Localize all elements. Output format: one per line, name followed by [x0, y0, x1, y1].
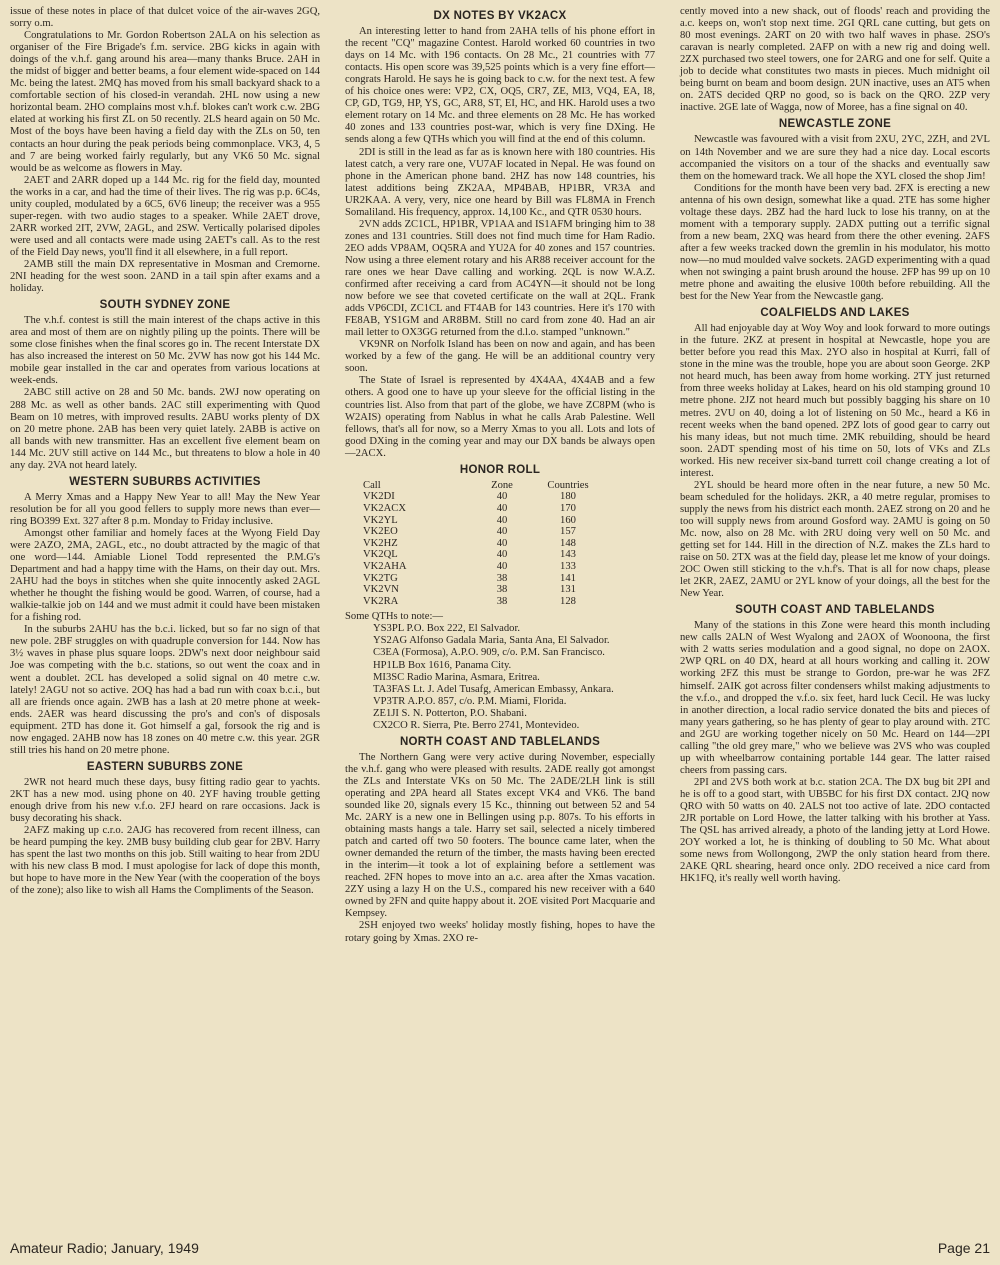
qth-entry: ZE1JI S. N. Potterton, P.O. Shabani. — [373, 707, 527, 719]
cell-zone: 40 — [496, 549, 508, 561]
paragraph: 2ABC still active on 28 and 50 Mc. bands. 2WJ now operating on 288 Mc. as well as other bands. 2AC still experimenting with Quod Beam on 10 metres, with improved results. 2ABU works plenty of DX on 20 metre phone. 2AB has been very quiet lately. 2ABB is active on all bands with new transmitter. Has an excellent five element beam on 144 Mc. 2UV still active on 144 Mc., but threatens to blow a hole in 40 any day. 2VA not heard lately. — [10, 387, 320, 471]
paragraph: Newcastle was favoured with a visit from 2XU, 2YC, 2ZH, and 2VL on 14th November and we are sure they had a nice day. Local escorts accompanied the visitors on a tour of the shacks and eventually saw them on the homeward track. We all hope the XYL closed the shop Jim! — [680, 134, 990, 182]
column-right — [680, 6, 990, 885]
paragraph: All had enjoyable day at Woy Woy and look forward to more outings in the future. 2KZ at present in hospital at Newcastle, hope you are better before you read this Max. 2YO also in hospital at Kurri, fall of stone in the mine was the trouble, hope you are about soon George. 2KP not heard much, has been away from home working. 2TY just returned from three weeks holiday at Lakes, heard on his old stamping ground 10 metre phone. 2JZ not heard much but possibly bagging his share on 10 metres. 2VU on 40, doing a lot of listening on 50 Mc., heard a K6 in recent weeks when the band opened. 2PZ lots of good gear to carry out his many ideas, but not much time. 2MK rebuilding, should be heard soon. 2ADT spending most of his time on 50, lots of VKs and ZLs worked. His new receiver six-band turrett coil change creating a lot of interest. — [680, 323, 990, 479]
table-row — [363, 596, 603, 608]
cell-call: VK2HZ — [363, 537, 398, 549]
paragraph: 2VN adds ZC1CL, HP1BR, VP1AA and IS1AFM bringing him to 38 zones and 131 countries. Still does not find much time for Ham Radio. 2EO adds VP8AM, OQ5RA and YU2A for 40 zones and 157 countries. Now using a three element rotary and his AR88 receiver account for the rare ones we hear Dave calling and working. 2QL is now W.A.Z. confirmed after receiving a card from AC4YN—it should not be long now before we see that coveted certificate on the wall at 2QL. Frank adds VP6CDI, ZC1CL and FT4AB for 143 countries. Here it's 170 with FE8AB, YS1GM and AR8BM. Still no card from zone 40. Had an air mail letter to OX3GG returned from the d.l.o. stamped "unknown." — [345, 218, 655, 339]
table-header-row — [363, 480, 603, 492]
table-row — [363, 515, 603, 527]
qth-entry: C3EA (Formosa), A.P.O. 909, c/o. P.M. San Francisco. — [373, 647, 605, 659]
qth-entry: YS3PL P.O. Box 222, El Salvador. — [373, 623, 521, 635]
cell-countries: 131 — [560, 584, 576, 596]
table-row — [363, 561, 603, 573]
qth-entry: HP1LB Box 1616, Panama City. — [373, 659, 512, 671]
cell-countries: 160 — [560, 514, 576, 526]
paragraph: cently moved into a new shack, out of floods' reach and providing the a.c. keeps on, won't stop next time. 2GI QRL cane cutting, but gets on 80 most evenings. 2ART on 20 with two half waves in phase. 2SO's caravan is nearly completed. 2AFP on with a new rig and doing well. 2ZX purchased two steel towers, one for 2ARG and one for self. Quite a job to decide what constitutes two masts in pieces. Much midnight oil being burnt on beam and boom design. 2UN inactive, uses an AT5 when on. 2ATS decided QRP no good, so is back on the QRO. 2ZP very inactive. 2GE late of Wagga, now of Moree, has a fine signal on 40. — [680, 6, 990, 114]
qth-entry: CX2CO R. Sierra, Pte. Berro 2741, Montevideo. — [373, 719, 580, 731]
cell-countries: 148 — [560, 537, 576, 549]
cell-zone: 40 — [496, 491, 508, 503]
section-heading-south-sydney: SOUTH SYDNEY ZONE — [99, 299, 231, 312]
column-header-call: Call — [363, 479, 381, 491]
qth-intro: Some QTHs to note:— — [345, 611, 443, 623]
cell-zone: 38 — [496, 572, 508, 584]
paragraph: 2WR not heard much these days, busy fitting radio gear to yachts. 2KT has a new mod. using phone on 40. 2YF having trouble getting enough drive from his new v.f.o. 2FJ heard on rare occasions. Jack is busy decorating his shack. — [10, 776, 320, 825]
cell-call: VK2EO — [363, 526, 398, 538]
paragraph: An interesting letter to hand from 2AHA tells of his phone effort in the recent "CQ" magazine Contest. Harold worked 60 countries in two days on 14 Mc. with 196 contacts. On 28 Mc., 21 countries with 77 contacts. His open score was 39,525 points which is a very fine effort—congrats Harold. He says he is going back to c.w. for the next test. A few of his choice ones were: VP2, CX, OQ5, CR7, ZE, MI3, VQ4, EA, I8, CP, GD, TG9, HP, YS, GC, AR8, ST, EI, HC, and HK. Harold uses a two element rotary on 14 Mc. and three elements on 28 Mc. He has worked 40 zones and 133 countries post-war, which is very fine DXing. He sends along a few QTHs which you will find at the end of this column. — [345, 26, 655, 146]
paragraph: VK9NR on Norfolk Island has been on now and again, and has been worked by a few of the gang. He will be an additional country very soon. — [345, 339, 655, 375]
table-row — [363, 584, 603, 596]
cell-call: VK2AHA — [363, 560, 407, 572]
paragraph: 2YL should be heard more often in the near future, a new 50 Mc. beam scheduled for the holidays. 2KR, a 40 metre regular, promises to supply the news from his district each month. 2AEZ strong on 20 and he too will supply news from around Gosford way. 2AMU is going on 50 Mc. now, also on 28 Mc. with 2RU doing very well on 50 Mc. and getting set for 144. Hill in the direction of N.Z. makes the ZLs hard to raise on 50. 2TX was at the field day, please let me know of your doings. 2OC Owen still sticking to the v.h.f's. That is all for now chaps, please let 2KR, 2AEZ, 2AMU or 2YL know of your doings, all the best for the New Year. — [680, 479, 990, 600]
column-middle — [345, 6, 655, 945]
cell-call: VK2VN — [363, 584, 399, 596]
paragraph: Amongst other familiar and homely faces at the Wyong Field Day were 2AZO, 2MA, 2AGL, etc., no doubt attracted by the magic of that one word—144. Amiable Lionel Todd represented the P.M.G's Department and had a happy time with the Hams, on their day out. Mrs. 2AHU had the boys in stitches when she quite innocently asked 2AGL whether he thought the fishing would be good. Warren, of course, had a walkie-talkie job on 144 and we must admit it could have been mistaken for a fishing rod. — [10, 527, 320, 624]
page-footer — [10, 1240, 990, 1258]
cell-call: VK2RA — [363, 595, 399, 607]
section-heading-south-coast: SOUTH COAST AND TABLELANDS — [735, 604, 935, 617]
paragraph: 2AMB still the main DX representative in Mosman and Cremorne. 2NI heading for the west soon. 2AND in a tail spin after exams and a holiday. — [10, 258, 320, 295]
paragraph: 2AFZ making up c.r.o. 2AJG has recovered from recent illness, can be heard pumping the key. 2MB busy building club gear for 2BV. Harry has spent the last two months on this job. Still waiting to hear from 2DU with his new class B mod. I must apologise for lack of dope this month, but hope to have more in the New Year (with the cooperation of the boys of the zone); also like to wish all Hams the Compliments of the Season. — [10, 825, 320, 897]
table-row — [363, 526, 603, 538]
cell-countries: 170 — [560, 502, 576, 514]
section-heading-western-suburbs: WESTERN SUBURBS ACTIVITIES — [69, 475, 261, 488]
qth-entry: YS2AG Alfonso Gadala Maria, Santa Ana, El Salvador. — [373, 635, 610, 647]
table-row — [363, 549, 603, 561]
cell-call: VK2DI — [363, 491, 395, 503]
cell-zone: 40 — [496, 560, 508, 572]
cell-zone: 40 — [496, 537, 508, 549]
cell-call: VK2TG — [363, 572, 398, 584]
cell-call: VK2ACX — [363, 502, 406, 514]
cell-zone: 38 — [496, 595, 508, 607]
paragraph: Many of the stations in this Zone were heard this month including new calls 2ALN of West Wyalong and 2AOX of Woonoona, the first with 2 watts series modulation and a good signal, no dope on 2AOX. 2WP QRL on 40 DX, heard at all hours working and calling it. 2OW working 2FZ this must be strange to Gordon, pre-war he was 2FZ himself. 2AIK got across filter condensers whilst making adjustments to the v.f.o., and dropped the v.f.o. six feet, hard luck Cecil. He was lucky in another direction, a local radio service donated the bits and pieces of many years gathering, so he has plenty of gear to play around with. 2TC and 2GU are working together nicely on 50 Mc. Heard on 144—2PI calling "the old grey mare," who we believe was 2VS who was coupled up with wheelbarrow containing portable 144 gear. The latter raised cheers from passing cars. — [680, 620, 990, 776]
qth-entry: TA3FAS Lt. J. Adel Tusafg, American Embassy, Ankara. — [373, 683, 614, 695]
paragraph: The State of Israel is represented by 4X4AA, 4X4AB and a few others. A good one to have up your sleeve for the official listing in the countries list. Also from that part of the globe, we have ZC8PM (who is W2AIS) operating from Nablus in what he calls Arab Palestine. Well fellows, that's all for now, so a Merry Xmas to you all. Lots and lots of good DXing in the coming year and may our DX bands be always open—2ACX. — [345, 375, 655, 459]
paragraph: The v.h.f. contest is still the main interest of the chaps active in this area and most of them are on nightly piling up the points. There will be some close finishes when the final scores go in. The recent Interstate DX has also increased the interest on 50 Mc. 2VW has now got his 144 Mc. mobile gear installed in the car and operates from various locations at week-ends. — [10, 315, 320, 387]
cell-countries: 128 — [560, 595, 576, 607]
cell-countries: 141 — [560, 572, 576, 584]
cell-zone: 38 — [496, 584, 508, 596]
cell-zone: 40 — [496, 502, 508, 514]
column-left — [10, 6, 320, 897]
paragraph: Conditions for the month have been very bad. 2FX is erecting a new antenna of his own design, somewhat like a quad. 2TE has some higher voltage these days. 2BZ had the hard luck to lose his tranny, on at the moment with a temporary supply. 2ADX putting out a terrific signal from a new beam, 2XQ was heard from there the other evening. 2AFS after a few weeks tracked down the gremlin in his modulator, his motto now—no mud moulded valve sockets. 2AGD experimenting with a quad when not swinging a paint brush around the house. 2FP has 99 up on 10 metre phone and awaiting the elusive 100th before rebuilding. All the best for the New Year from the Newcastle gang. — [680, 182, 990, 303]
cell-countries: 133 — [560, 560, 576, 572]
paragraph: 2SH enjoyed two weeks' holiday mostly fishing, hopes to have the rotary going by Xmas. 2XO re- — [345, 920, 655, 944]
section-heading-dx-notes: DX NOTES BY VK2ACX — [433, 10, 567, 22]
cell-call: VK2QL — [363, 549, 398, 561]
column-header-zone: Zone — [491, 479, 513, 491]
cell-countries: 157 — [560, 526, 576, 538]
cell-countries: 180 — [560, 491, 576, 503]
paragraph: issue of these notes in place of that dulcet voice of the air-waves 2GQ, sorry o.m. — [10, 6, 320, 30]
paragraph: 2AET and 2ARR doped up a 144 Mc. rig for the field day, mounted the works in a car, and had the time of their lives. The rig was p.p. 6C4s, unity coupled, modulated by a 6C5, 6V6 lineup; the receiver was a 955 super-regen. with two audio stages to a speaker. While 2AET drove, 2ARR worked 2IT, 2VW, 2AGL, and 2SW. Vertically polarised dipoles were used and all contacts were made using 2AET's call. As to the rest of the Field Day news, you'll find it all elsewhere, in a full report. — [10, 174, 320, 258]
paragraph: Congratulations to Mr. Gordon Robertson 2ALA on his selection as organiser of the Fire Brigade's f.m. service. 2BG kicks in again with doings of the v.h.f. gang around his area—many thanks Bruce. 2AH in the midst of bigger and better beams, a four element wide-spaced on 144 Mc. being the latest. 2MQ has moved from his small backyard shack to a comfortable section of his closed-in verandah. 2HL now using a new horizontal beam. 2HO complains most v.h.f. blokes can't work c.w. 2BG elated at working his first ZL on 50 recently. 2LS heard again on 50 Mc. Most of the boys have been having a field day with the ZLs on 50, ten contacts an hour during the peak periods being commonplace. VK3, 4, 5 and 7 are being worked fairly regularly, but any VK6 50 Mc. signal would be as welcome as flowers in May. — [10, 30, 320, 174]
page-number: Page 21 — [937, 1240, 990, 1256]
table-row — [363, 538, 603, 550]
cell-countries: 143 — [560, 549, 576, 561]
paragraph: 2PI and 2VS both work at b.c. station 2CA. The DX bug bit 2PI and he is off to a good start, with UB5BC for his first DX contact. 2JQ now QRO with 50 watts on 40. 2ALS not too active of late. 2DO contacted 2JR portable on Lord Howe, the latter talking with his brother at Yass. The QSL has arrived already, a photo of the landing jetty at Lord Howe. 2OY worked a lot, he is thinking of doubling to 50 Mc. What about some news from Wollongong, 2WP the only station heard from there. 2AKE QRL shearing, heard once only. 2DO received a nice card from HK1FQ, it's really well worth having. — [680, 776, 990, 885]
section-heading-eastern-suburbs: EASTERN SUBURBS ZONE — [86, 760, 244, 773]
table-row — [363, 503, 603, 515]
qth-entry: MI3SC Radio Marina, Asmara, Eritrea. — [373, 671, 540, 683]
honor-roll-table — [345, 480, 655, 608]
cell-call: VK2YL — [363, 514, 398, 526]
publication-line: Amateur Radio; January, 1949 — [10, 1240, 199, 1256]
paragraph: 2DI is still in the lead as far as is known here with 180 countries. His latest catch, a very rare one, VU7AF located in Nepal. He was found on phone in the American phone band. 2HZ has now 148 countries, his latest additions being ZK2AA, MP4BAB, HP1BR, VR3A and UR2KAA. A very, very, nice one heard by Bill was FL8MA in French Somaliland. His frequency, approx. 14,100 Kc., and QTR 0530 hours. — [345, 146, 655, 218]
column-header-countries: Countries — [547, 479, 589, 491]
paragraph: A Merry Xmas and a Happy New Year to all! May the New Year resolution be for all you good fellers to supply more news than ever—ring BO399 Ext. 327 after 8 p.m. Monday to Friday inclusive. — [10, 491, 320, 527]
table-row — [363, 573, 603, 585]
section-heading-north-coast: NORTH COAST AND TABLELANDS — [399, 735, 601, 748]
qth-entry: VP3TR A.P.O. 857, c/o. P.M. Miami, Florida. — [373, 695, 567, 707]
table-row — [363, 491, 603, 503]
paragraph: The Northern Gang were very active during November, especially the v.h.f. gang who were pleased with results. 2ADE really got amongst the ZLs and Interstate VKs on 50 Mc. The 2ADE/2LH link is still operating and 2PA heard all States except VK4 and VK6. The band sounded like 20, signals every 15 Kc., thinning out between 52 and 54 Mc. 2ARY is a new one in Bellingen using p.p. 807s. To his efforts in obtaining masts hangs a tale. Harry set sail, selected a nicely timbered patch and carted off two 50 footers. The bounce came later, when the owner demanded the return of the timber, the masts having been erected in the interim—it took a lot of explaining before a settlement was reached. 2FN hopes to move into an a.c. area after the Xmas vacation. 2ZY using a lazy H on the U.S., compared his new receiver with a 640 owned by 2FN and quite happy about it. 2OE visited Port Macquarie and Kempsey. — [345, 751, 655, 920]
cell-zone: 40 — [496, 526, 508, 538]
section-heading-newcastle: NEWCASTLE ZONE — [778, 118, 892, 131]
paragraph: In the suburbs 2AHU has the b.c.i. licked, but so far no sign of that new pole. 2BF struggles on with quadruple conversion for 144. Now has 3½ waves in phase plus square loops. 2DW's next door neighbour said Joe was competing with the b.c. stations, so out went the coax and in went a doublet. 2CL has developed a solid signal on 40 metre c.w. lately! 2AGU not so active. 2OQ has had a bad run with coax b.c.i., but all are friends once again. 2WB has a lash at 20 metre phone at week-ends. 2AER was heard discussing the pro's and con's of disposals equipment. 2TD has done it. Got himself a gal, forsook the rig and is now engaged. 2AHB now has 18 zones on 40 metre c.w. this year. 2GR still tries his hand on 20 metre phone. — [10, 624, 320, 756]
section-heading-coalfields: COALFIELDS AND LAKES — [760, 307, 910, 320]
cell-zone: 40 — [496, 514, 508, 526]
section-heading-honor-roll: HONOR ROLL — [459, 463, 541, 476]
